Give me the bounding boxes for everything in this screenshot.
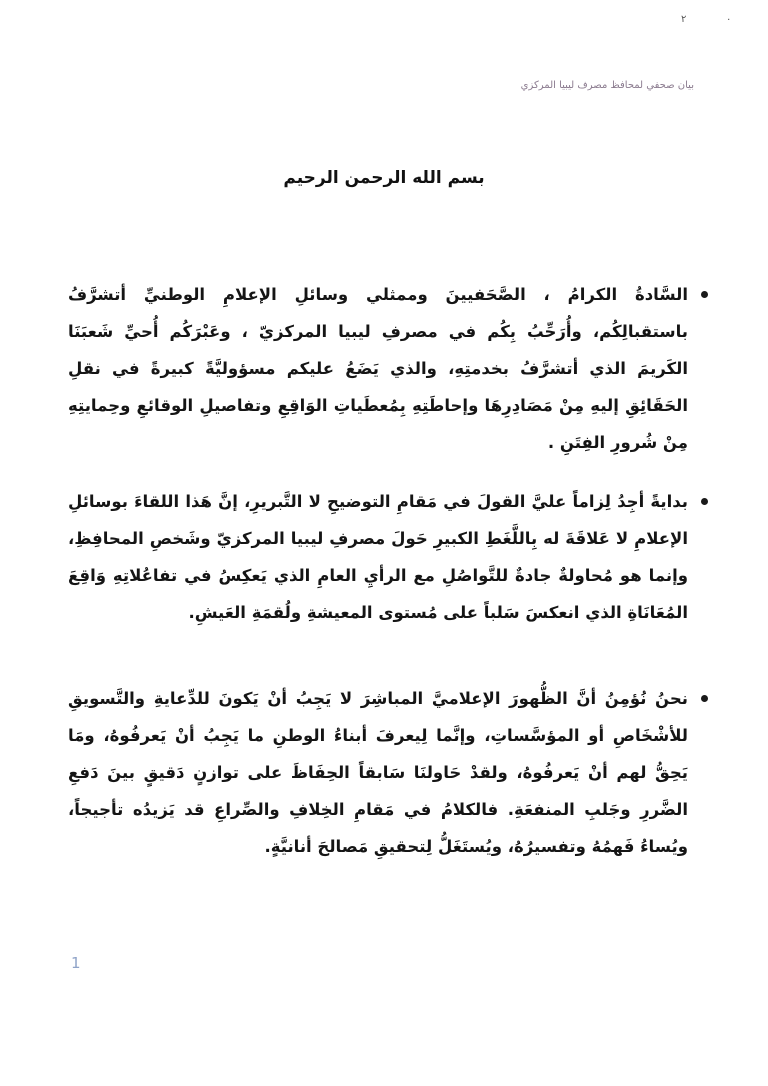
bullet-icon [701,695,708,702]
corner-mark: ٢ [681,14,687,25]
paragraph [68,680,688,865]
paragraph-text: بدايةً أجِدُ لِزاماً عليَّ القولَ في مَقامِ التوضيحِ لا التَّبريرِ، إنَّ هَذا اللقاءَ بوسائلِ الإعلامِ لا عَلاقَةَ له بِاللَّغَطِ الكبيرِ حَولَ مصرفِ ليبيا المركزيّ وشَخصِ المحافِظِ، وإنما هو مُحاولةٌ جادةٌ للتَّواصُلِ مع الرأيِ العامِ الذي يَعكِسُ في تفاعُلاتِهِ وَاقِعَ المُعَانَاةِ الذي انعكسَ سَلباً على مُستوى المعيشةِ ولُقمَةِ العَيشِ. [68,492,688,622]
paragraph [68,483,688,631]
basmala-heading: بسم الله الرحمن الرحيم [283,168,485,188]
paragraph-text: نحنُ نُؤمِنُ أنَّ الظُّهورَ الإعلاميَّ المباشِرَ لا يَجِبُ أنْ يَكونَ للدِّعايةِ والتَّسويقِ للأشْخَاصِ أو المؤسَّساتِ، وإنَّما لِيعرفَ أبناءُ الوطنِ ما يَجِبُ أنْ يَعرفُوهُ، ومَا يَحِقُّ لهم أنْ يَعرفُوهُ، ولقدْ حَاولنَا سَابقاً الحِفَاظَ على توازنٍ دَقيقٍ بينَ دَفعِ الضَّررِ وجَلبِ المنفعَةِ. فالكلامُ في مَقامِ الخِلافِ والصِّراعِ قد يَزيدُه تأجيجاً، ويُساءُ فَهمُهُ وتفسيرُهُ، ويُستَغَلُّ لِتحقيقِ مَصالحَ أنانيَّةٍ. [68,689,688,856]
bullet-icon [701,498,708,505]
header-note: بيان صحفي لمحافظ مصرف ليبيا المركزي [520,80,694,91]
paragraph [68,276,688,461]
bullet-icon [701,291,708,298]
paragraph-text: السَّادةُ الكرامُ ، الصَّحَفيينَ وممثلي وسائلِ الإعلامِ الوطنيِّ أتشرَّفُ باستقبالِكُم، وأُرَحِّبُ بِكُم في مصرفِ ليبيا المركزيّ ، وعَبْرَكُم أُحيِّ شَعبَنَا الكَريمَ الذي أتشرَّفُ بخدمتِهِ، والذي يَضَعُ عليكم مسؤوليَّةً كبيرةً في نقلِ الحَقَائِقِ إليهِ مِنْ مَصَادِرِهَا وإحاطَتِهِ بِمُعطَياتِ الوَاقِعِ وتفاصيلِ الوقائعِ وحِمايتِهِ مِنْ شُرورِ الفِتَنِ . [68,285,688,452]
page-number: 1 [71,954,81,972]
corner-mark: ٠ [726,14,732,25]
